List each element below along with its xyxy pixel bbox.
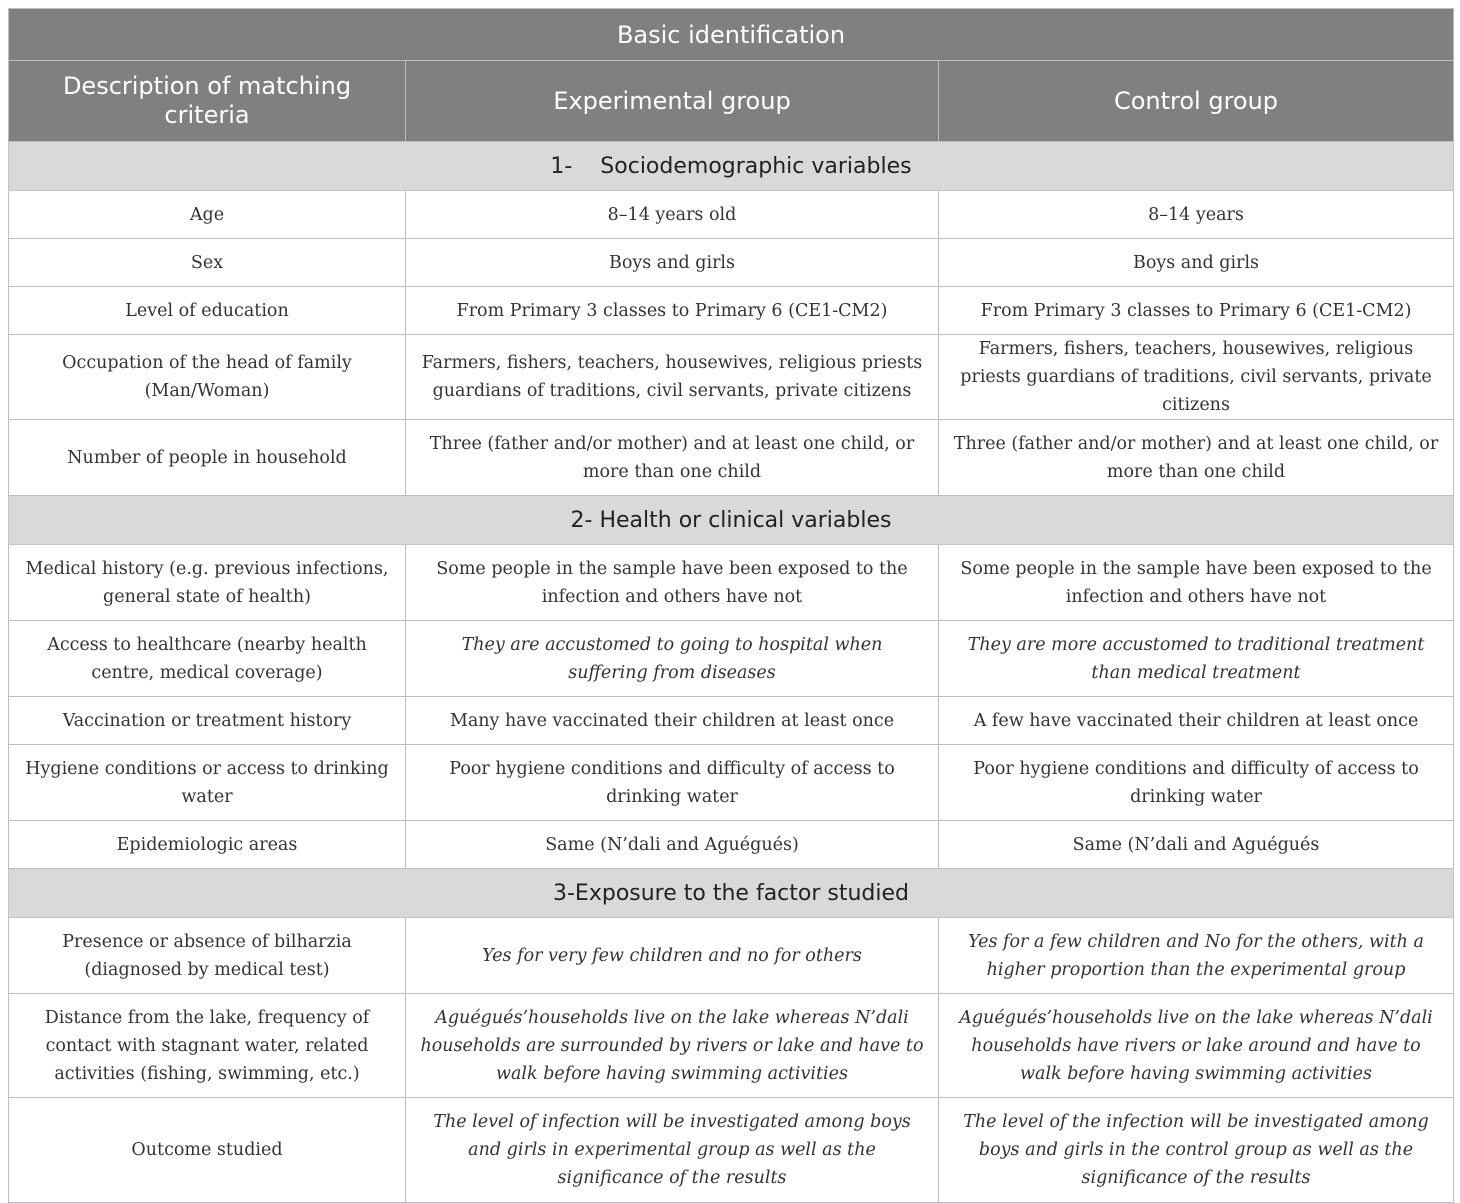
experimental-cell: Boys and girls [406, 239, 939, 287]
section-heading-exposure: 3-Exposure to the factor studied [9, 869, 1454, 918]
experimental-cell: Aguégués’households live on the lake whereas N’dali households are surrounded by rivers or lake and have to walk before having swimming activities [406, 994, 939, 1098]
table-row [9, 621, 1454, 697]
experimental-cell: Yes for very few children and no for others [406, 918, 939, 994]
experimental-cell: The level of infection will be investigated among boys and girls in experimental group as well as the significance of the results [406, 1098, 939, 1203]
matching-criteria-table [8, 8, 1454, 1203]
criterion-cell: Epidemiologic areas [9, 821, 406, 869]
control-cell: Farmers, fishers, teachers, housewives, religious priests guardians of traditions, civil servants, private citizens [939, 335, 1454, 420]
table-row [9, 545, 1454, 621]
table-row [9, 1098, 1454, 1203]
control-cell: Three (father and/or mother) and at least one child, or more than one child [939, 420, 1454, 496]
criterion-cell: Level of education [9, 287, 406, 335]
section-heading-sociodemographic: 1- Sociodemographic variables [9, 142, 1454, 191]
experimental-cell: Three (father and/or mother) and at least one child, or more than one child [406, 420, 939, 496]
criterion-cell: Hygiene conditions or access to drinking water [9, 745, 406, 821]
control-cell: 8–14 years [939, 191, 1454, 239]
table-row [9, 420, 1454, 496]
criterion-cell: Vaccination or treatment history [9, 697, 406, 745]
table-row [9, 918, 1454, 994]
criterion-cell: Access to healthcare (nearby health centre, medical coverage) [9, 621, 406, 697]
experimental-cell: Some people in the sample have been exposed to the infection and others have not [406, 545, 939, 621]
table-row [9, 821, 1454, 869]
table-row [9, 994, 1454, 1098]
control-cell: Aguégués’households live on the lake whereas N’dali households have rivers or lake around and have to walk before having swimming activities [939, 994, 1454, 1098]
criterion-cell: Number of people in household [9, 420, 406, 496]
table-title-row [9, 9, 1454, 61]
experimental-cell: 8–14 years old [406, 191, 939, 239]
criterion-cell: Distance from the lake, frequency of contact with stagnant water, related activities (fishing, swimming, etc.) [9, 994, 406, 1098]
column-header-experimental: Experimental group [406, 61, 939, 142]
control-cell: Same (N’dali and Aguégués [939, 821, 1454, 869]
criterion-cell: Age [9, 191, 406, 239]
criterion-cell: Presence or absence of bilharzia (diagnosed by medical test) [9, 918, 406, 994]
control-cell: The level of the infection will be investigated among boys and girls in the control group as well as the significance of the results [939, 1098, 1454, 1203]
experimental-cell: They are accustomed to going to hospital when suffering from diseases [406, 621, 939, 697]
section-header-row [9, 496, 1454, 545]
control-cell: A few have vaccinated their children at least once [939, 697, 1454, 745]
column-header-row [9, 61, 1454, 142]
control-cell: Some people in the sample have been exposed to the infection and others have not [939, 545, 1454, 621]
control-cell: Boys and girls [939, 239, 1454, 287]
column-header-criteria: Description of matching criteria [9, 61, 406, 142]
table-title: Basic identification [9, 9, 1454, 61]
control-cell: Poor hygiene conditions and difficulty of access to drinking water [939, 745, 1454, 821]
section-heading-health: 2- Health or clinical variables [9, 496, 1454, 545]
criterion-cell: Outcome studied [9, 1098, 406, 1203]
table-row [9, 287, 1454, 335]
criterion-cell: Occupation of the head of family (Man/Woman) [9, 335, 406, 420]
experimental-cell: Poor hygiene conditions and difficulty of access to drinking water [406, 745, 939, 821]
experimental-cell: Farmers, fishers, teachers, housewives, religious priests guardians of traditions, civil servants, private citizens [406, 335, 939, 420]
control-cell: Yes for a few children and No for the others, with a higher proportion than the experimental group [939, 918, 1454, 994]
column-header-control: Control group [939, 61, 1454, 142]
control-cell: They are more accustomed to traditional treatment than medical treatment [939, 621, 1454, 697]
control-cell: From Primary 3 classes to Primary 6 (CE1-CM2) [939, 287, 1454, 335]
section-header-row [9, 142, 1454, 191]
criterion-cell: Medical history (e.g. previous infections, general state of health) [9, 545, 406, 621]
table-row [9, 697, 1454, 745]
table-row [9, 191, 1454, 239]
table-row [9, 335, 1454, 420]
experimental-cell: Many have vaccinated their children at least once [406, 697, 939, 745]
experimental-cell: Same (N’dali and Aguégués) [406, 821, 939, 869]
criterion-cell: Sex [9, 239, 406, 287]
section-header-row [9, 869, 1454, 918]
experimental-cell: From Primary 3 classes to Primary 6 (CE1-CM2) [406, 287, 939, 335]
table-row [9, 239, 1454, 287]
table-row [9, 745, 1454, 821]
